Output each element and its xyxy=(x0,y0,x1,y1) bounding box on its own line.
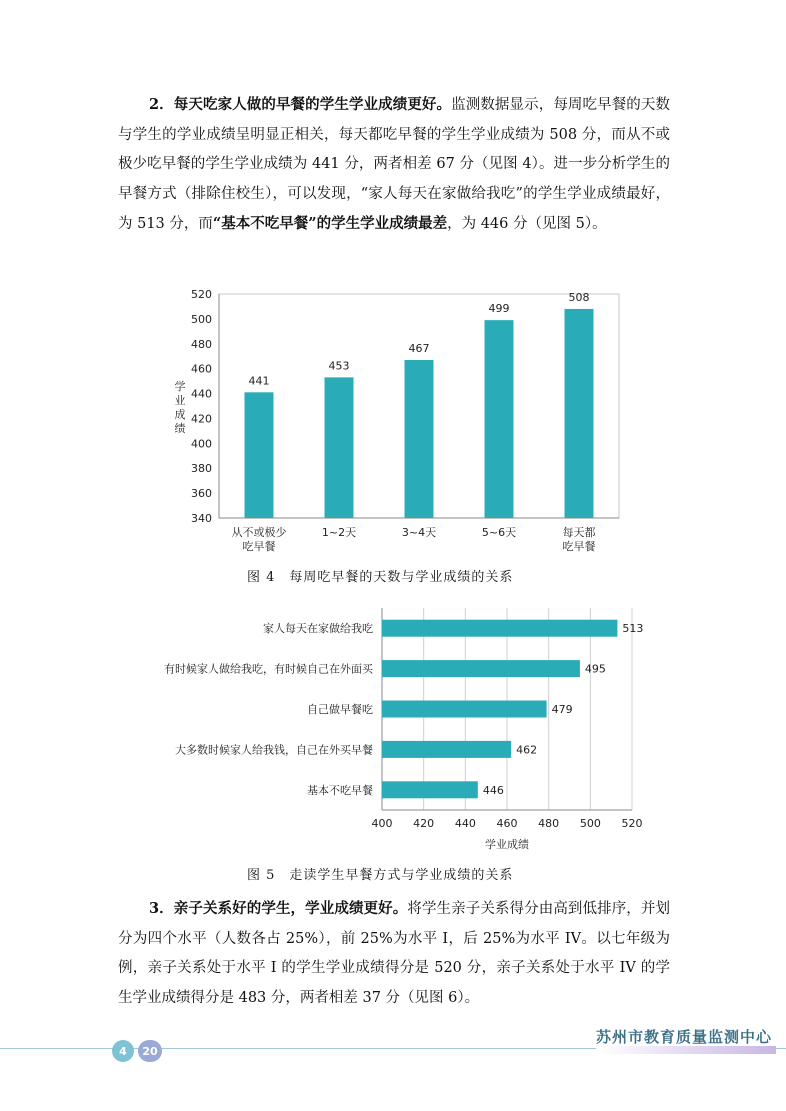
x-tick-label: 从不或极少 xyxy=(231,526,287,539)
figure4-caption: 图 4 每周吃早餐的天数与学业成绩的关系 xyxy=(247,570,514,585)
figure4-chart xyxy=(0,284,786,554)
bar xyxy=(325,377,354,518)
x-tick-label: 每天都 xyxy=(562,526,596,539)
footer-org-name: 苏州市教育质量监测中心 xyxy=(595,1028,772,1046)
x-tick-label: 480 xyxy=(538,817,560,830)
bar xyxy=(382,701,547,718)
x-tick-label: 3~4天 xyxy=(401,526,437,539)
y-tick-label: 360 xyxy=(191,487,212,501)
y-axis-label-char: 学 xyxy=(174,380,186,393)
x-tick-label: 吃早餐 xyxy=(242,540,276,553)
page-total-badge xyxy=(138,1040,162,1062)
x-tick-label: 400 xyxy=(371,817,393,830)
section2-paragraph xyxy=(118,90,670,240)
section2-bold-text: “基本不吃早餐”的学生学业成绩最差 xyxy=(212,215,448,232)
page-total: 20 xyxy=(142,1044,158,1058)
bar-value-label: 513 xyxy=(622,622,644,636)
bar-value-label: 467 xyxy=(408,341,430,355)
y-tick-label: 400 xyxy=(191,437,212,451)
section2-text-a: 监测数据显示，每周吃早餐的天数与学生的学业成绩呈明显正相关，每天都吃早餐的学生学业成绩为 508 分，而从不或极少吃早餐的学生学业成绩为 441 分，两者相差 67 分（见图 4）。进一步分析学生的早餐方式（排除住校生），可以发现，“家人每天在家做给我吃”的学生学业成绩最好，为 513 分，而 xyxy=(118,97,671,232)
bar-value-label: 446 xyxy=(482,783,504,797)
x-tick-label: 1~2天 xyxy=(321,526,357,539)
category-label: 自己做早餐吃 xyxy=(307,703,373,716)
bar xyxy=(382,781,478,798)
y-axis-label-char: 业 xyxy=(174,394,186,407)
x-tick-label: 5~6天 xyxy=(481,526,517,539)
footer-decoration xyxy=(596,1046,776,1054)
bar-value-label: 453 xyxy=(328,359,350,373)
y-tick-label: 520 xyxy=(191,288,212,301)
x-tick-label: 420 xyxy=(413,817,435,830)
bar-value-label: 479 xyxy=(551,703,573,716)
bar-value-label: 462 xyxy=(516,743,538,757)
bar-value-label: 495 xyxy=(584,662,606,676)
bar xyxy=(485,320,514,518)
bar xyxy=(382,620,617,637)
bar xyxy=(245,392,274,518)
bar-value-label: 499 xyxy=(488,302,510,316)
y-tick-label: 380 xyxy=(191,462,212,476)
section2-text-c: ，为 446 分（见图 5）。 xyxy=(447,216,607,232)
bar-value-label: 441 xyxy=(248,374,270,388)
x-tick-label: 吃早餐 xyxy=(562,540,596,553)
y-axis-label-char: 绩 xyxy=(174,422,186,435)
y-tick-label: 340 xyxy=(191,512,212,525)
x-tick-label: 460 xyxy=(496,817,518,830)
page-number-badge xyxy=(112,1040,134,1062)
page-number: 4 xyxy=(119,1044,127,1058)
section2-heading: 2．每天吃家人做的早餐的学生学业成绩更好。 xyxy=(149,96,452,113)
section3-paragraph xyxy=(118,894,670,1013)
y-tick-label: 440 xyxy=(191,387,212,401)
category-label: 有时候家人做给我吃，有时候自己在外面买 xyxy=(164,662,373,676)
x-axis-label: 学业成绩 xyxy=(485,838,529,851)
y-tick-label: 500 xyxy=(191,312,212,326)
figure5-caption: 图 5 走读学生早餐方式与学业成绩的关系 xyxy=(247,868,514,883)
bar xyxy=(382,741,511,758)
x-tick-label: 500 xyxy=(579,817,601,830)
y-tick-label: 420 xyxy=(191,412,212,426)
bar xyxy=(382,660,580,677)
y-tick-label: 460 xyxy=(191,362,212,376)
y-tick-label: 480 xyxy=(191,337,212,351)
bar xyxy=(565,309,594,518)
figure5-chart xyxy=(0,603,786,853)
category-label: 大多数时候家人给我钱，自己在外买早餐 xyxy=(175,743,373,757)
x-tick-label: 520 xyxy=(621,817,643,830)
section3-heading: 3．亲子关系好的学生，学业成绩更好。 xyxy=(149,900,408,917)
section3-text: 将学生亲子关系得分由高到低排序，并划分为四个水平（人数各占 25%），前 25%为水平 I，后 25%为水平 IV。以七年级为例，亲子关系处于水平 I 的学生学业成绩得分是 520 分，亲子关系处于水平 IV 的学生学业成绩得分是 483 分，两者相差 37 分（见图 6）。 xyxy=(118,901,670,1006)
category-label: 家人每天在家做给我吃 xyxy=(263,622,373,636)
bar-value-label: 508 xyxy=(568,290,590,304)
x-tick-label: 440 xyxy=(454,817,476,830)
y-axis-label-char: 成 xyxy=(174,408,186,421)
bar xyxy=(405,360,434,518)
category-label: 基本不吃早餐 xyxy=(307,783,373,797)
